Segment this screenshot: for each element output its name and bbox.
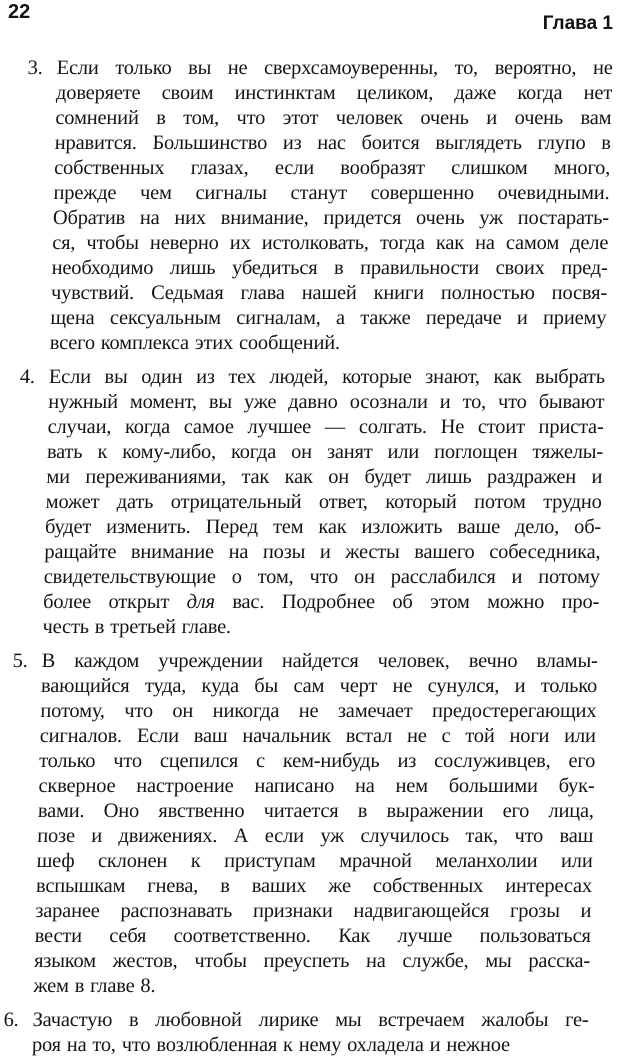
text-line: языком жестов, чтобы преуспеть на службе, мы расска- (33, 950, 591, 972)
text-line: потому, что он никогда не замечает предостерегающих (40, 700, 597, 722)
text-line: только что сцепился с кем-нибудь из сослуживцев, его (38, 750, 596, 772)
text-line: скверное настроение написано на нем большими бук- (38, 775, 595, 797)
text-line: вспышкам гнева, в ваших же собственных интересах (35, 875, 593, 897)
text-line: вать к кому-либо, когда он занят или поглощен тяжелы- (46, 441, 604, 463)
text-line: жем в главе 8. (33, 975, 156, 997)
text-line: вами. Оно явственно читается в выражении его лица, (37, 800, 595, 822)
text-line: сигналов. Если ваш начальник встал не с той ноги или (39, 725, 597, 747)
text-line: доверяете своим инстинктам целиком, даже когда нет (55, 82, 613, 104)
text-line: заранее распознавать признаки надвигающейся грозы и (35, 900, 592, 922)
text-line: Если вы один из тех людей, которые знают, как выбрать (48, 366, 606, 388)
text-line: нужный момент, вы уже давно осознали и то, что бывают (47, 391, 605, 413)
text-line: всего комплекса этих сообщений. (49, 332, 341, 354)
text-line: прежде чем сигналы станут совершенно очевидными. (53, 182, 610, 204)
list-item (20, 56, 613, 356)
text-line: нравится. Большинство из нас боится выглядеть глупо в (54, 132, 612, 154)
text-line: роя на то, что возлюбленная к нему охладела и нежное (31, 1034, 511, 1056)
text-line: будет изменить. Перед тем как изложить ваше дело, об- (44, 516, 602, 538)
list-item-text (49, 56, 613, 356)
page-number: 22 (8, 1, 31, 23)
text-line: шеф склонен к приступам мрачной меланхолии или (36, 850, 593, 872)
text-line: необходимо лишь убедиться в правильности своих пред- (51, 257, 608, 279)
text-line: Обратив на них внимание, придется очень уж постарать- (52, 207, 610, 229)
text-line: может дать отрицательный ответ, который потом трудно (45, 491, 602, 513)
text-line: чувствий. Седьмая глава нашей книги полностью посвя- (50, 282, 608, 304)
chapter-header: Глава 1 (542, 13, 613, 34)
text-line: честь в третьей главе. (42, 616, 232, 638)
list-item (13, 365, 605, 640)
body-text-block (3, 56, 613, 1058)
text-line: ращайте внимание на позы и жесты вашего собеседника, (44, 541, 601, 563)
text-line: сомнений в том, что этот человек очень и очень вам (55, 107, 612, 129)
text-line: более открыт для вас. Подробнее об этом можно про- (42, 591, 600, 613)
text-line: вающийся туда, куда бы сам черт не сунулся, и только (40, 675, 598, 697)
text-line: Зачастую в любовной лирике мы встречаем жалобы ге- (32, 1009, 589, 1031)
list-item-number: 5. (12, 650, 28, 672)
text-line: случаи, когда самое лучшее — солгать. Не стоит приста- (47, 416, 604, 438)
text-line: ми переживаниями, так как он будет лишь раздражен и (46, 466, 603, 488)
list-item-number: 3. (27, 57, 43, 79)
list-item-number: 6. (3, 1009, 19, 1031)
text-line: свидетельствующие о том, что он расслабился и потому (43, 566, 601, 588)
text-line: В каждом учреждении найдется человек, вечно вламы- (41, 650, 598, 672)
text-line: Если только вы не сверхсамоуверенны, то, вероятно, не (56, 57, 613, 79)
list-item-text (32, 1008, 589, 1058)
list-item-text (33, 649, 598, 999)
text-line: позе и движениях. А если уж случилось так, что ваш (36, 825, 594, 847)
text-line: вести себя соответственно. Как лучше пользоваться (34, 925, 592, 947)
text-line: ся, чтобы неверно их истолковать, тогда как на самом деле (51, 232, 609, 254)
text-line: собственных глазах, если вообразят слишком много, (53, 157, 611, 179)
list-item (4, 649, 598, 999)
list-item-text (42, 365, 605, 640)
text-line: щена сексуальным сигналам, а также передаче и приему (50, 307, 607, 329)
list-item (3, 1008, 589, 1058)
list-item-number: 4. (19, 366, 36, 388)
numbered-list (3, 56, 613, 1058)
